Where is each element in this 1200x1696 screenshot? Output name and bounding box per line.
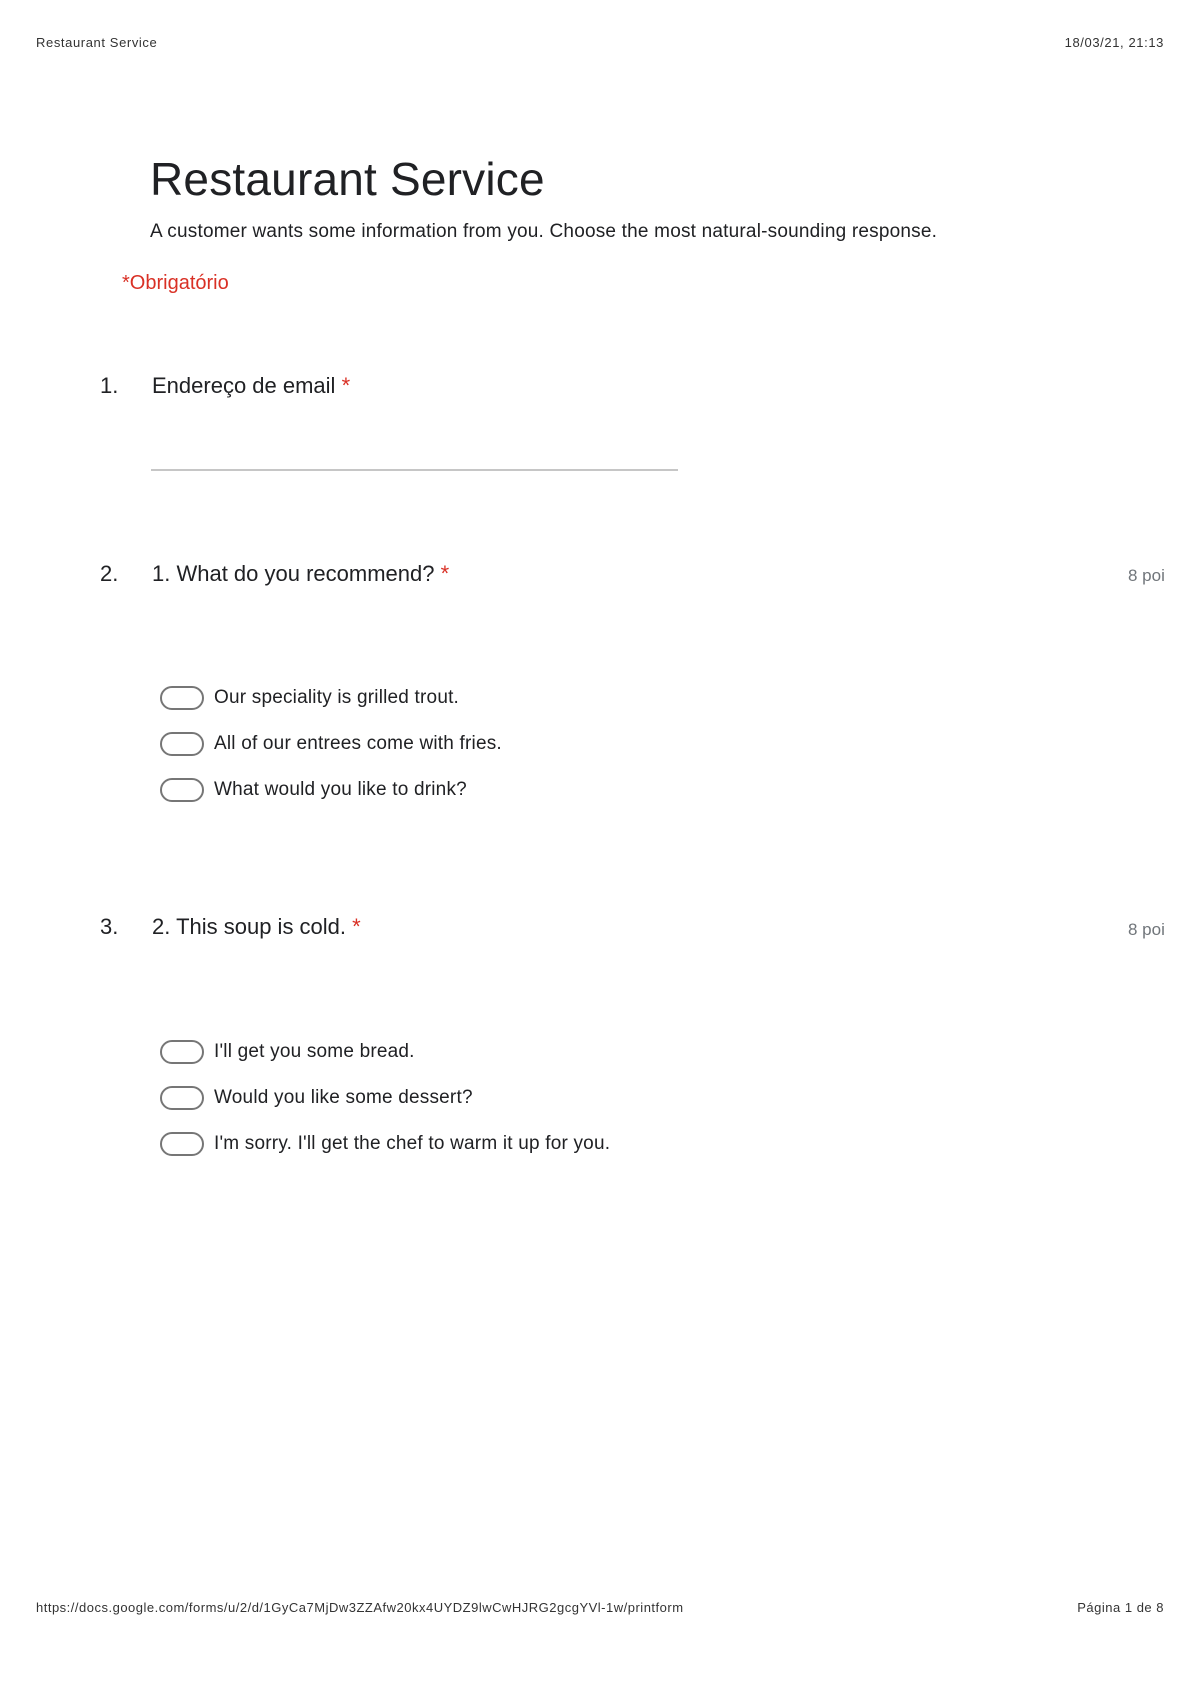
- radio-option[interactable]: [160, 1083, 473, 1113]
- required-asterisk: *: [440, 561, 450, 586]
- radio-option[interactable]: [160, 683, 459, 713]
- question-title: [152, 561, 449, 587]
- question-title: [152, 914, 361, 940]
- question-title-text: Endereço de email: [152, 373, 336, 398]
- form-description: A customer wants some information from you. Choose the most natural-sounding response.: [150, 221, 938, 242]
- radio-option[interactable]: [160, 775, 467, 805]
- question-number: 1.: [100, 373, 119, 398]
- radio-button[interactable]: [160, 778, 204, 802]
- question-points: 8 poi: [1128, 566, 1165, 585]
- radio-option[interactable]: [160, 1129, 610, 1159]
- radio-button[interactable]: [160, 1086, 204, 1110]
- option-label: Our speciality is grilled trout.: [214, 687, 460, 708]
- option-label: Would you like some dessert?: [214, 1087, 473, 1108]
- option-label: What would you like to drink?: [214, 779, 467, 800]
- question-number: 2.: [100, 561, 119, 586]
- form-title: Restaurant Service: [150, 153, 545, 205]
- question-title-text: 1. What do you recommend?: [152, 561, 435, 586]
- radio-option[interactable]: [160, 729, 502, 759]
- print-header-title: Restaurant Service: [36, 35, 158, 50]
- option-label: I'll get you some bread.: [214, 1041, 415, 1062]
- print-footer-url: https://docs.google.com/forms/u/2/d/1GyCa7MjDw3ZZAfw20kx4UYDZ9lwCwHJRG2gcgYVl-1w/printform: [36, 1600, 684, 1615]
- question-points: 8 poi: [1128, 920, 1165, 939]
- required-asterisk: *: [341, 373, 351, 398]
- question-number: 3.: [100, 914, 119, 939]
- required-note: *Obrigatório: [122, 272, 229, 294]
- option-label: I'm sorry. I'll get the chef to warm it up for you.: [214, 1133, 611, 1154]
- email-input-line[interactable]: [151, 469, 678, 471]
- radio-button[interactable]: [160, 686, 204, 710]
- radio-button[interactable]: [160, 1132, 204, 1156]
- required-asterisk: *: [352, 914, 361, 939]
- radio-option[interactable]: [160, 1037, 415, 1067]
- question-title: [152, 373, 350, 399]
- option-label: All of our entrees come with fries.: [214, 733, 502, 754]
- radio-button[interactable]: [160, 1040, 204, 1064]
- print-footer-page: Página 1 de 8: [1077, 1600, 1164, 1615]
- print-header-datetime: 18/03/21, 21:13: [1064, 35, 1164, 50]
- radio-button[interactable]: [160, 732, 204, 756]
- question-title-text: 2. This soup is cold.: [152, 914, 347, 939]
